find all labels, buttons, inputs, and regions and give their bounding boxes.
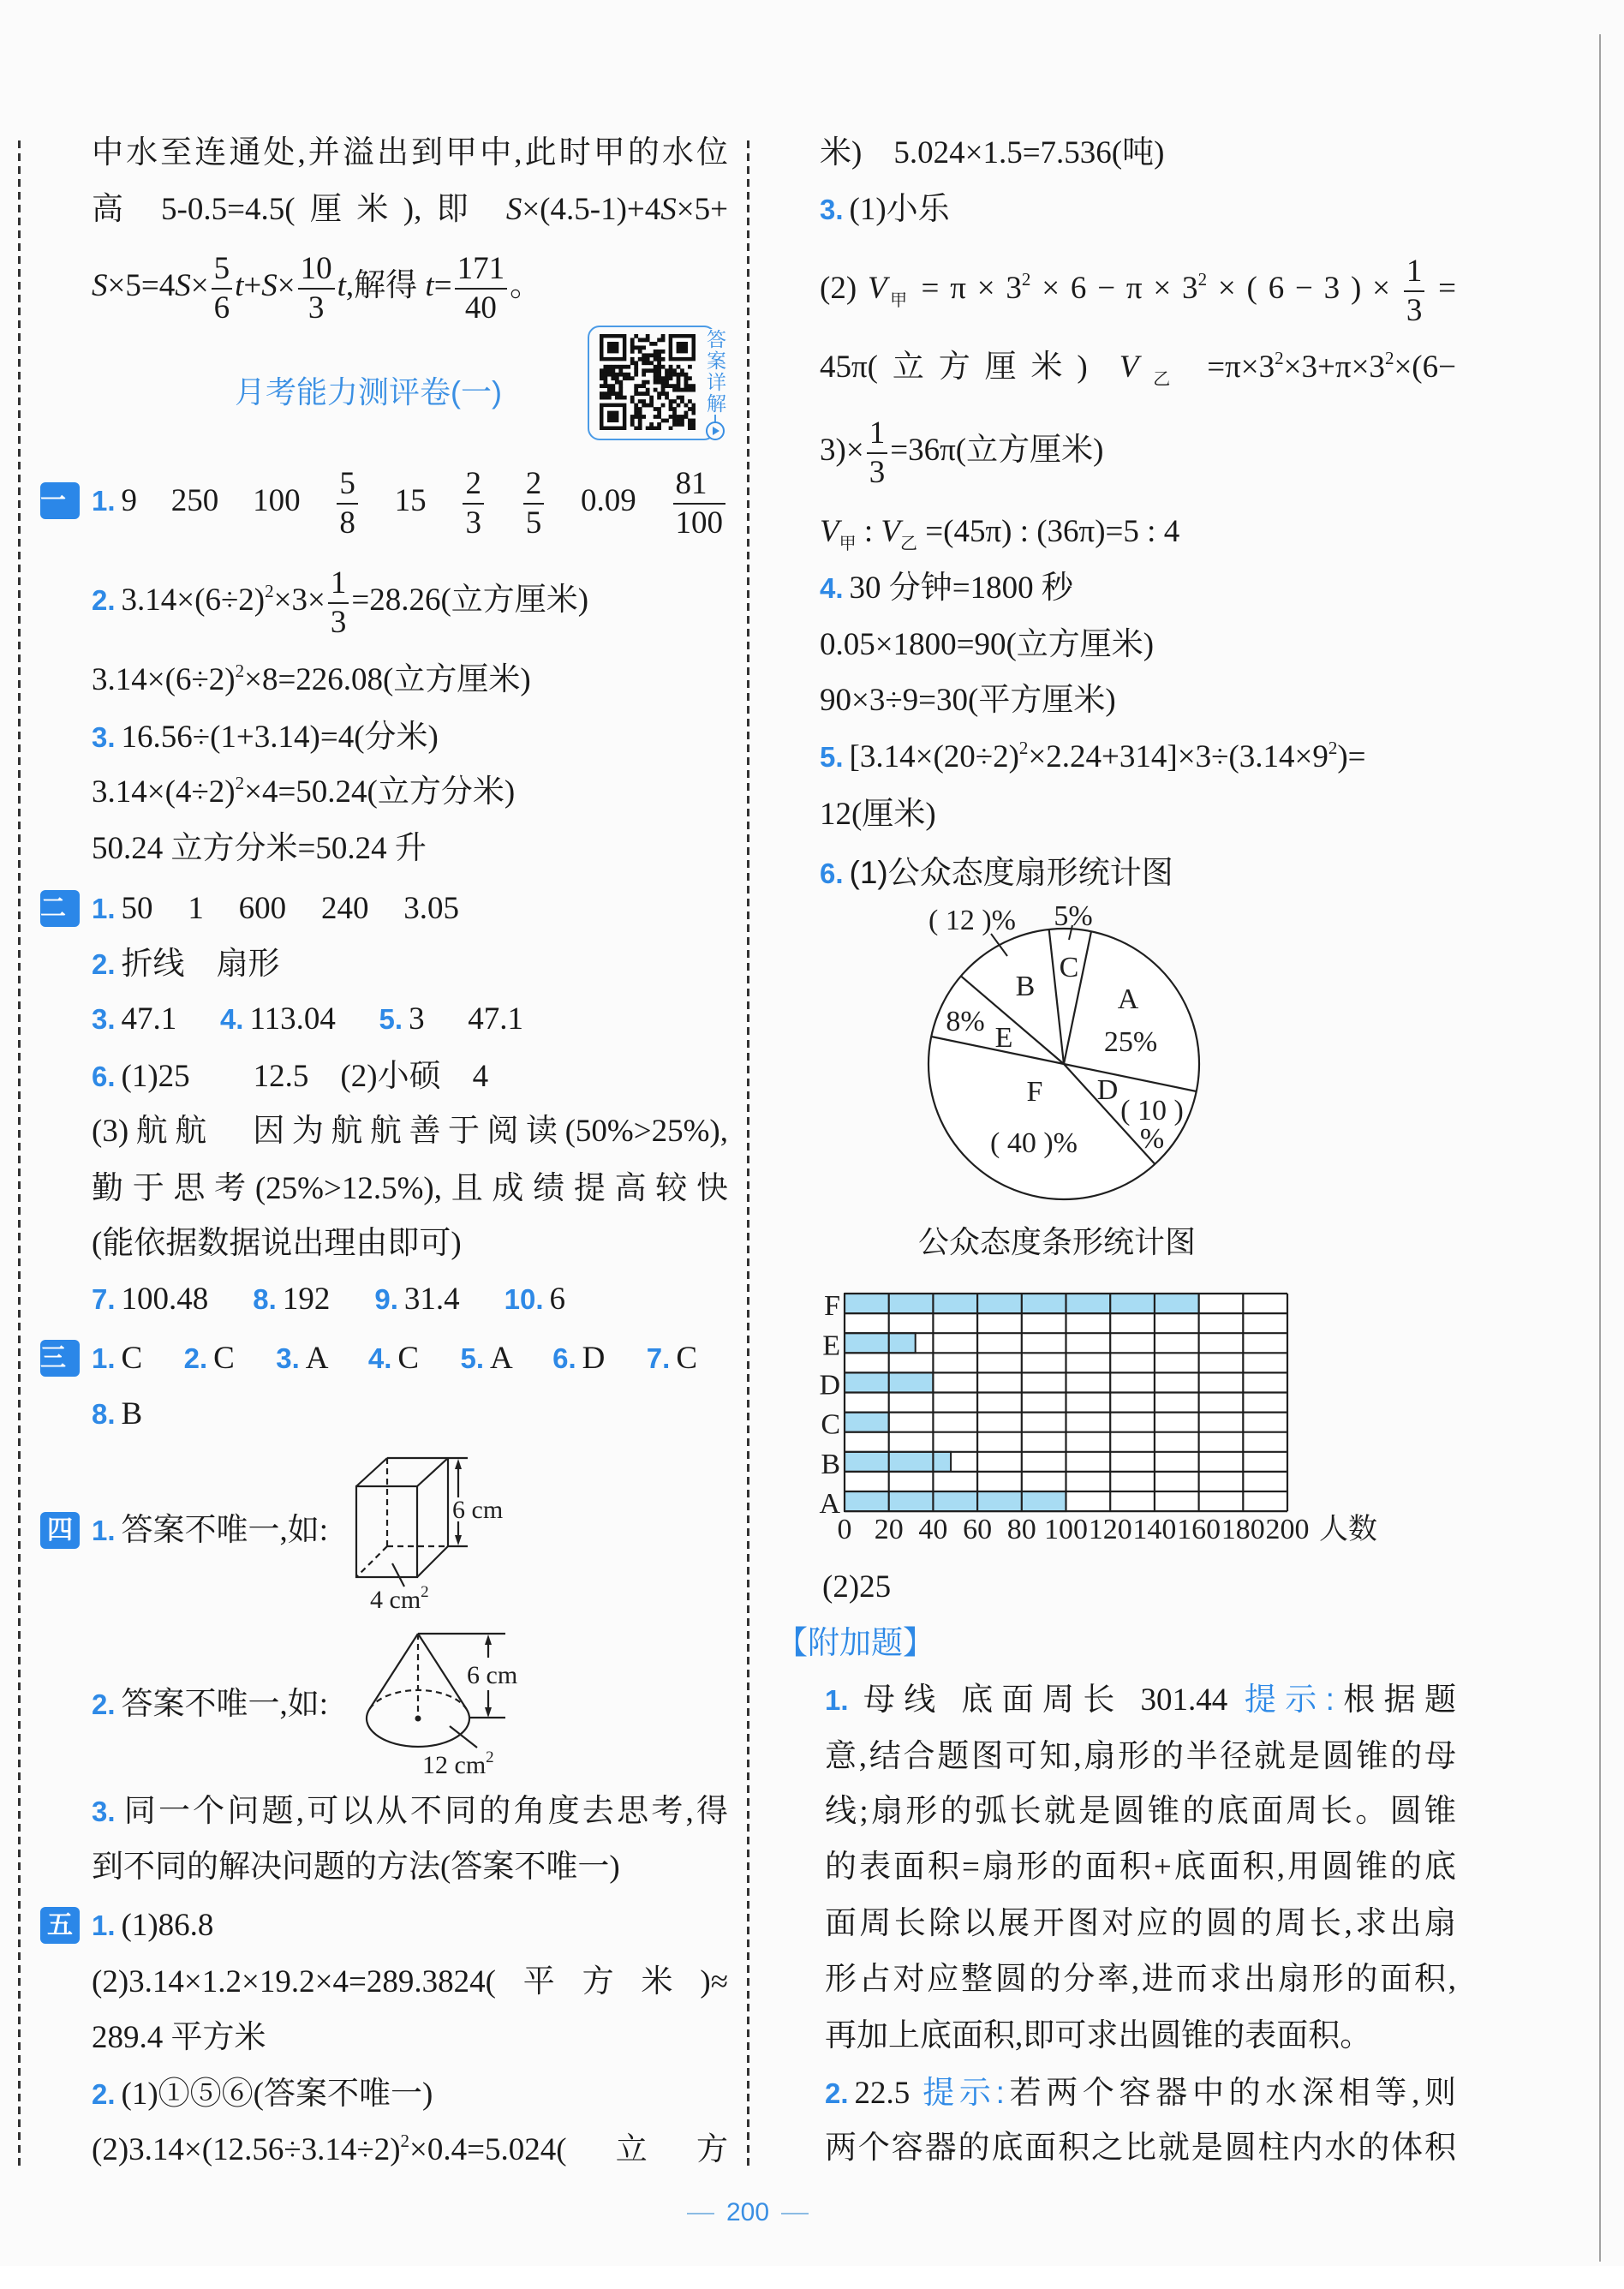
column-divider-dashed <box>747 140 749 2167</box>
text: 15 <box>360 483 461 518</box>
answer-line <box>825 2008 1371 2065</box>
numerator: 1 <box>328 565 349 604</box>
hint-label: 【附加题】 <box>776 1625 934 1660</box>
number-label: 3. <box>92 721 116 753</box>
cuboid-figure <box>356 1458 468 1587</box>
text: 答案不唯一,如: <box>121 1513 329 1548</box>
exponent: 2 <box>486 1748 494 1766</box>
text: )= <box>1337 739 1366 774</box>
text: 30 分钟=1800 秒 <box>849 571 1073 606</box>
italic-variable: V <box>867 271 887 306</box>
text: 113.04 <box>249 1001 379 1037</box>
y-axis-label: C <box>821 1408 840 1441</box>
pie-label-e: E <box>994 1022 1013 1054</box>
text: 勤于思考(25%>12.5%),且成绩提高较快 <box>92 1171 728 1206</box>
fraction <box>523 465 545 542</box>
bar-chart-title: 公众态度条形统计图 <box>917 1224 1196 1259</box>
italic-variable: S <box>660 192 677 227</box>
text: 米) 5.024×1.5=7.536(吨) <box>820 135 1165 170</box>
text: 50 1 600 240 3.05 <box>121 891 459 926</box>
text: 高 5-0.5=4.5(厘米),即 <box>92 192 506 227</box>
italic-variable: V <box>1119 350 1139 385</box>
text: 3 47.1 <box>409 1001 523 1037</box>
answer-line <box>820 617 1154 673</box>
x-axis-tick: 20 <box>874 1514 904 1545</box>
italic-variable: S <box>175 268 191 303</box>
fraction <box>867 415 888 492</box>
section-badge: 五 <box>40 1907 80 1944</box>
pie-label-b: B <box>1015 971 1036 1002</box>
pie-label-d-value: ( 10 ) <box>1120 1095 1184 1127</box>
answer-line <box>92 1049 488 1105</box>
text: 意,结合题图可知,扇形的半径就是圆锥的母 <box>825 1739 1456 1774</box>
answer-line <box>820 339 1456 396</box>
x-axis-tick: 60 <box>963 1514 993 1545</box>
answer-line <box>92 1386 142 1443</box>
section-badge: 二 <box>40 890 80 927</box>
cone-height-label: 6 cm <box>467 1661 518 1689</box>
fraction <box>298 250 335 327</box>
text: ×(6− <box>1394 350 1456 385</box>
answer-line <box>92 1839 620 1896</box>
arrow-down-icon <box>485 1707 492 1718</box>
text: 。 <box>510 268 542 303</box>
pie-label-c-percent: 5% <box>1054 900 1093 932</box>
number-label: 2. <box>825 2077 849 2109</box>
y-axis-label: E <box>822 1330 840 1362</box>
fraction <box>212 250 233 327</box>
text: 两个容器的底面积之比就是圆柱内水的体积 <box>825 2131 1456 2166</box>
text: × 6 − π × 3 <box>1030 271 1198 306</box>
answer-line <box>92 1161 728 1217</box>
number-label: 3. <box>92 1796 116 1827</box>
arrow-up-icon <box>455 1459 462 1469</box>
cone-base-label <box>422 1748 494 1779</box>
text: 再加上底面积,即可求出圆锥的表面积。 <box>825 2018 1372 2053</box>
superscript: 2 <box>1018 738 1029 758</box>
number-label: 7. <box>92 1283 116 1315</box>
answer-line <box>92 1216 462 1272</box>
superscript: 2 <box>400 2131 410 2151</box>
answer-line <box>92 1676 328 1733</box>
number-label: 2. <box>183 1342 208 1374</box>
subscript: 甲 <box>887 291 911 310</box>
hint-label: 提示: <box>1244 1682 1334 1717</box>
text: C <box>397 1341 461 1376</box>
text: =28.26(立方厘米) <box>351 583 589 618</box>
number-label: 8. <box>253 1283 277 1315</box>
x-axis-tick: 0 <box>837 1514 852 1545</box>
denominator: 6 <box>213 290 230 326</box>
text: 9 250 100 <box>121 483 335 518</box>
text <box>487 483 521 518</box>
bar <box>845 1333 916 1353</box>
text: 31.4 <box>403 1282 505 1317</box>
cone-figure <box>367 1634 505 1748</box>
italic-variable: S <box>505 192 522 227</box>
answer-line <box>822 1559 891 1616</box>
number-label: 1. <box>92 1342 116 1374</box>
text: 折线 扇形 <box>121 947 280 982</box>
x-axis-tick: 80 <box>1006 1514 1036 1545</box>
text: 50.24 立方分米=50.24 升 <box>92 831 427 866</box>
denominator: 40 <box>464 290 497 326</box>
number-label: 2. <box>92 584 116 616</box>
answer-line <box>92 1784 728 1840</box>
text: (1)①⑤⑥(答案不唯一) <box>121 2077 433 2112</box>
italic-variable: V <box>881 514 900 549</box>
text: =(45π) : (36π)=5 : 4 <box>917 514 1180 549</box>
text: ×4=50.24(立方分米) <box>244 774 516 810</box>
text: 90×3÷9=30(平方厘米) <box>820 683 1116 718</box>
number-label: 6. <box>92 1061 116 1092</box>
text: 16.56÷(1+3.14)=4(分米) <box>121 720 439 755</box>
text: 289.4 平方米 <box>92 2020 266 2055</box>
text: 45π(立方厘米) <box>820 350 1119 385</box>
x-axis-tick: 140 <box>1132 1514 1177 1545</box>
answer-line <box>820 504 1179 560</box>
bar <box>845 1491 1066 1511</box>
superscript: 2 <box>1021 269 1031 290</box>
answer-line <box>92 2122 728 2178</box>
x-axis-tick: 160 <box>1177 1514 1221 1545</box>
number-label: 5. <box>379 1003 403 1035</box>
superscript: 2 <box>1328 738 1338 758</box>
number-label: 5. <box>820 741 844 773</box>
answer-line <box>825 2120 1456 2177</box>
text: (1)86.8 <box>121 1908 214 1943</box>
numerator: 1 <box>1404 253 1425 292</box>
answer-line <box>825 2065 1456 2121</box>
section-badge: 三 <box>40 1340 80 1377</box>
subscript: 乙 <box>900 535 917 553</box>
answer-line <box>92 2010 266 2066</box>
text: (1)公众态度扇形统计图 <box>849 855 1173 890</box>
text: [3.14×(20÷2) <box>849 739 1019 774</box>
number-label: 6. <box>820 858 844 889</box>
answer-line <box>47 1503 329 1559</box>
y-axis-label: B <box>821 1448 840 1480</box>
base-area-value: 12 cm <box>422 1751 487 1779</box>
answer-line <box>47 1898 214 1954</box>
answer-line <box>820 182 950 238</box>
answer-line <box>92 709 439 766</box>
y-axis-label: D <box>819 1369 840 1401</box>
page-number: 200 <box>725 2198 770 2226</box>
number-label: 9. <box>374 1283 398 1315</box>
pie-label-d: D <box>1096 1074 1119 1106</box>
text: 3)× <box>820 433 864 468</box>
text: 6 <box>549 1282 566 1317</box>
text: 同一个问题,可以从不同的角度去思考,得 <box>121 1794 728 1829</box>
section-heading-bonus <box>776 1615 934 1671</box>
answer-line <box>820 253 1457 328</box>
text: 47.1 <box>121 1001 220 1037</box>
text: (2)3.14×1.2×19.2×4=289.3824(平方米)≈ <box>92 1964 728 1999</box>
answer-line <box>40 465 728 541</box>
text: C <box>121 1341 184 1376</box>
text: =π×3 <box>1185 350 1275 385</box>
number-label: 2. <box>92 948 116 980</box>
text: (1)25 12.5 (2)小硕 4 <box>121 1059 489 1094</box>
text: 0.05×1800=90(立方厘米) <box>820 627 1155 662</box>
answer-line <box>825 1729 1456 1785</box>
number-label: 1. <box>92 1909 116 1941</box>
number-label: 1. <box>92 893 116 924</box>
answer-line <box>92 1954 728 2011</box>
text: 3.14×(4÷2) <box>92 774 236 810</box>
number-label: 3. <box>820 194 844 225</box>
answer-line <box>820 560 1073 617</box>
cone-base-center-dot <box>415 1716 421 1722</box>
fraction <box>1404 253 1425 330</box>
text: C <box>676 1341 697 1376</box>
fraction <box>328 565 349 642</box>
number-label: 1. <box>825 1684 849 1716</box>
play-icon[interactable] <box>705 421 725 441</box>
denominator: 5 <box>525 505 542 541</box>
fraction <box>673 465 726 542</box>
text: (3)航航 因为航航善于阅读(50%>25%), <box>92 1114 728 1149</box>
text: ×(4.5-1)+4 <box>522 192 661 227</box>
superscript: 2 <box>235 660 245 681</box>
pie-label-a: A <box>1117 983 1139 1015</box>
text: × <box>190 268 209 303</box>
text: A <box>490 1341 553 1376</box>
answer-line <box>825 1784 1456 1840</box>
qr-answer-detail-label[interactable]: 答案详解 <box>704 329 726 415</box>
hint-label: 提示: <box>922 2075 1005 2110</box>
text: 若两个容器中的水深相等,则 <box>1004 2076 1457 2111</box>
denominator: 3 <box>1406 292 1423 328</box>
text: ,解得 <box>345 268 426 303</box>
arrow-up-icon <box>485 1635 492 1645</box>
text: 3.14×(6÷2) <box>92 662 236 697</box>
denominator: 3 <box>465 505 481 541</box>
x-axis-tick: 100 <box>1044 1514 1088 1545</box>
text: ×3× <box>273 583 325 618</box>
answer-line <box>820 729 1456 786</box>
text: 192 <box>282 1282 375 1317</box>
answer-line <box>92 182 728 238</box>
denominator: 100 <box>675 505 724 541</box>
denominator: 3 <box>307 290 325 326</box>
number-label: 4. <box>820 572 844 604</box>
subscript: 甲 <box>839 535 857 553</box>
x-axis-tick: 120 <box>1088 1514 1132 1545</box>
pie-chart <box>891 891 1268 1216</box>
text: ×8=226.08(立方厘米) <box>244 662 531 697</box>
text: = π × 3 <box>910 271 1022 306</box>
denominator: 8 <box>339 505 355 541</box>
text: 的表面积=扇形的面积+底面积,用圆锥的底 <box>825 1850 1456 1885</box>
fraction <box>463 465 484 542</box>
answer-line <box>825 1896 1456 1952</box>
cuboid-height-label: 6 cm <box>452 1496 504 1524</box>
text: ×0.4=5.024(立方 <box>409 2132 728 2167</box>
bar <box>845 1452 951 1472</box>
answer-line <box>92 565 589 640</box>
answer-line <box>92 936 280 993</box>
denominator: 3 <box>869 454 886 490</box>
number-label: 6. <box>552 1342 576 1374</box>
bar-chart <box>805 1276 1405 1551</box>
answer-line <box>820 415 1104 490</box>
text: (2)3.14×(12.56÷3.14÷2) <box>92 2132 401 2167</box>
answer-line <box>92 1103 728 1160</box>
answer-line <box>92 652 531 708</box>
pie-label-b-percent: ( 12 )% <box>928 905 1016 936</box>
left-column-dashed-border <box>18 140 21 2167</box>
superscript: 2 <box>1197 269 1208 290</box>
number-label: 2. <box>92 1688 116 1720</box>
text: 形占对应整圆的分率,进而求出扇形的面积, <box>825 1962 1456 1997</box>
section-badge: 四 <box>40 1512 80 1549</box>
number-label: 8. <box>92 1398 116 1430</box>
text: = <box>433 268 452 303</box>
numerator: 5 <box>337 465 358 505</box>
text: + <box>243 268 262 303</box>
text: 22.5 <box>854 2076 923 2111</box>
text: ×5+ <box>676 192 728 227</box>
number-label: 3. <box>92 1003 116 1035</box>
pie-label-e-percent: 8% <box>946 1006 985 1037</box>
answer-line <box>825 1839 1456 1896</box>
text: C <box>213 1341 277 1376</box>
number-label: 4. <box>367 1342 392 1374</box>
y-axis-label: A <box>819 1488 840 1521</box>
text: × <box>277 268 296 303</box>
numerator: 10 <box>298 250 335 290</box>
answer-line <box>92 125 728 182</box>
denominator: 3 <box>330 604 347 640</box>
number-label: 5. <box>460 1342 485 1374</box>
text: 3.14×(6÷2) <box>121 583 266 618</box>
text: (2)25 <box>822 1569 892 1605</box>
number-label: 2. <box>92 2078 116 2110</box>
pie-label-f: F <box>1026 1076 1043 1108</box>
answer-line <box>825 1951 1456 2008</box>
number-label: 4. <box>219 1003 244 1035</box>
text: 100.48 <box>121 1282 254 1317</box>
text: × ( 6 − 3 ) × <box>1207 271 1401 306</box>
text: = <box>1427 271 1457 306</box>
text: : <box>856 514 881 549</box>
bar <box>845 1413 889 1432</box>
pie-label-a-percent: 25% <box>1103 1026 1158 1058</box>
pie-label-f-percent: ( 40 )% <box>990 1127 1078 1159</box>
answer-line <box>92 764 515 821</box>
italic-variable: V <box>820 514 839 549</box>
numerator: 171 <box>455 250 508 290</box>
y-axis-label: F <box>824 1290 840 1323</box>
answer-line <box>92 991 523 1048</box>
text: ×3+π×3 <box>1283 350 1385 385</box>
answer-line <box>92 2066 433 2123</box>
text: 根据题 <box>1334 1682 1457 1718</box>
superscript: 2 <box>265 581 274 601</box>
text: D <box>582 1341 647 1376</box>
x-axis-tick: 40 <box>918 1514 948 1545</box>
number-label: 3. <box>276 1342 300 1374</box>
text: A <box>305 1341 368 1376</box>
x-axis-tick: 200 <box>1265 1514 1310 1545</box>
arrow-down-icon <box>455 1535 462 1545</box>
text: =36π(立方厘米) <box>890 433 1104 468</box>
superscript: 2 <box>1275 348 1284 368</box>
subscript: 乙 <box>1138 370 1185 389</box>
text: 线;扇形的弧长就是圆锥的底面周长。圆锥 <box>825 1794 1456 1829</box>
answer-line <box>820 672 1116 729</box>
cuboid-base-label <box>370 1583 429 1614</box>
numerator: 1 <box>867 415 888 454</box>
page-binding-edge <box>1599 34 1601 2262</box>
numerator: 2 <box>523 465 545 505</box>
numerator: 5 <box>212 250 233 290</box>
text: 12(厘米) <box>820 797 936 832</box>
answer-line <box>820 786 936 843</box>
number-label: 1. <box>92 485 116 517</box>
answer-line <box>820 125 1164 182</box>
page-number-dash-right <box>781 2213 809 2214</box>
text: B <box>121 1396 143 1431</box>
answer-line <box>40 1330 697 1387</box>
text: 答案不唯一,如: <box>121 1687 329 1722</box>
answer-line <box>92 821 427 877</box>
fraction <box>337 465 358 542</box>
superscript: 2 <box>1384 348 1394 368</box>
answer-line <box>40 881 459 937</box>
number-label: 10. <box>504 1283 544 1315</box>
base-area-value: 4 cm <box>370 1586 421 1614</box>
exam-title: 月考能力测评卷(一) <box>235 374 502 409</box>
text: 面周长除以展开图对应的圆的周长,求出扇 <box>825 1906 1456 1941</box>
answer-line <box>92 250 542 326</box>
solid-figures <box>343 1448 548 1786</box>
answer-line <box>825 1671 1456 1728</box>
numerator: 2 <box>463 465 484 505</box>
italic-variable: t <box>425 268 434 303</box>
number-label: 7. <box>646 1342 671 1374</box>
pie-label-d-percent-sign: % <box>1139 1123 1165 1155</box>
pie-label-c: C <box>1059 952 1079 983</box>
text: (2) <box>820 271 868 306</box>
text: 母线 底面周长 301.44 <box>854 1682 1245 1718</box>
text: ×2.24+314]×3÷(3.14×9 <box>1028 739 1328 774</box>
section-badge: 一 <box>40 482 80 519</box>
italic-variable: S <box>92 268 108 303</box>
superscript: 2 <box>235 773 245 793</box>
fraction <box>455 250 508 327</box>
x-axis-tick: 180 <box>1221 1514 1265 1545</box>
number-label: 1. <box>92 1515 116 1546</box>
italic-variable: t <box>235 268 244 303</box>
text: ×5=4 <box>107 268 176 303</box>
text: (1)小乐 <box>849 192 950 227</box>
text: 0.09 <box>546 483 671 518</box>
answer-line <box>92 1271 565 1328</box>
text: (能依据数据说出理由即可) <box>92 1226 462 1261</box>
x-axis-label: 人数 <box>1319 1514 1377 1545</box>
text: 到不同的解决问题的方法(答案不唯一) <box>92 1850 620 1885</box>
italic-variable: S <box>261 268 278 303</box>
italic-variable: t <box>337 268 346 303</box>
text: 中水至连通处,并溢出到甲中,此时甲的水位 <box>92 135 728 170</box>
exponent: 2 <box>421 1583 429 1601</box>
qr-code[interactable] <box>600 334 696 430</box>
numerator: 81 <box>673 465 726 505</box>
